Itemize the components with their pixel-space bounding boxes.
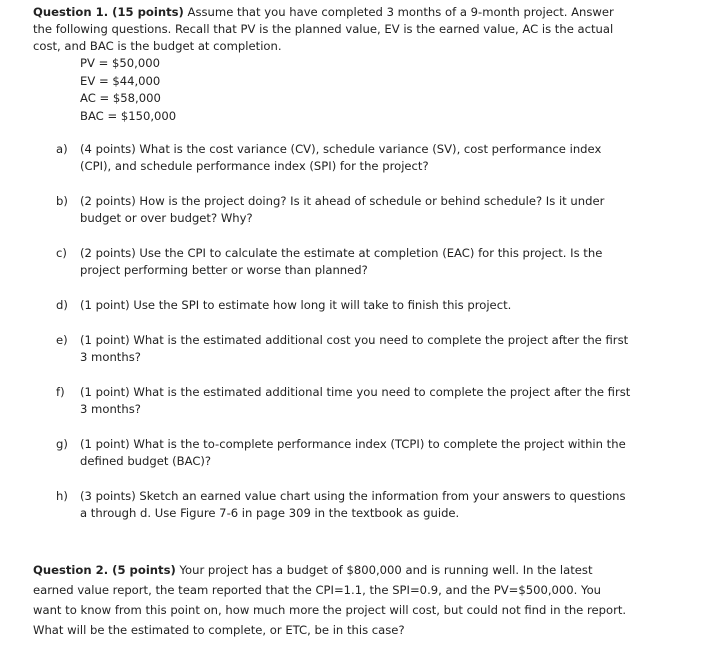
given-ac: AC = $58,000 — [80, 91, 161, 105]
subquestion-text: (1 point) What is the to-complete performance index (TCPI) to complete the project within the defined budget (BAC)? — [80, 437, 626, 468]
question-2-heading: Question 2. (5 points) — [33, 563, 176, 577]
subquestion-marker: c) — [56, 246, 67, 260]
subquestion-c — [33, 245, 633, 279]
given-ev: EV = $44,000 — [80, 73, 161, 88]
given-values-list — [80, 55, 633, 125]
question-2-text: Your project has a budget of $800,000 and is running well. In the latest earned value report, the team reported that the CPI=1.1, the SPI=0.9, and the PV=$500,000. You want to know from this point on, how much more the project will cost, but could not find in the report. What will be the estimated to complete, or ETC, be in this case? — [33, 563, 627, 637]
given-pv: PV = $50,000 — [80, 56, 160, 70]
given-bac: BAC = $150,000 — [80, 108, 177, 123]
subquestion-marker: h) — [56, 489, 68, 503]
subquestion-text: (1 point) Use the SPI to estimate how long it will take to finish this project. — [80, 298, 512, 312]
subquestion-marker: d) — [56, 298, 68, 312]
subquestion-f — [33, 384, 633, 418]
subquestion-marker: a) — [56, 142, 68, 156]
subquestion-text: (2 points) How is the project doing? Is it ahead of schedule or behind schedule? Is it under budget or over budget? Why? — [80, 194, 605, 225]
subquestion-g — [33, 436, 633, 470]
subquestion-marker: f) — [56, 385, 65, 399]
subquestion-text: (3 points) Sketch an earned value chart using the information from your answers to questions a through d. Use Figure 7-6 in page 309 in the textbook as guide. — [80, 489, 626, 520]
subquestion-text: (2 points) Use the CPI to calculate the estimate at completion (EAC) for this project. Is the project performing better or worse than planned? — [80, 246, 603, 277]
subquestion-marker: b) — [56, 194, 68, 208]
subquestion-text: (4 points) What is the cost variance (CV), schedule variance (SV), cost performance index (CPI), and schedule performance index (SPI) for the project? — [80, 142, 602, 173]
question-2 — [33, 560, 633, 640]
question-1-intro-text: Assume that you have completed 3 months of a 9-month project. Answer the following questions. Recall that PV is the planned value, EV is the earned value, AC is the actual cost, and BAC is the budget at completion. — [33, 5, 614, 53]
subquestion-h — [33, 488, 633, 522]
subquestion-marker: e) — [56, 333, 68, 347]
subquestion-text: (1 point) What is the estimated additional cost you need to complete the project after the first 3 months? — [80, 333, 629, 364]
question-1-subquestions — [33, 141, 633, 522]
subquestion-marker: g) — [56, 437, 68, 451]
subquestion-d — [33, 297, 633, 314]
subquestion-e — [33, 332, 633, 366]
question-1-intro — [33, 4, 633, 55]
question-1-heading: Question 1. (15 points) — [33, 5, 184, 19]
subquestion-b — [33, 193, 633, 227]
subquestion-a — [33, 141, 633, 175]
subquestion-text: (1 point) What is the estimated additional time you need to complete the project after the first 3 months? — [80, 385, 631, 416]
document-page — [33, 4, 633, 640]
